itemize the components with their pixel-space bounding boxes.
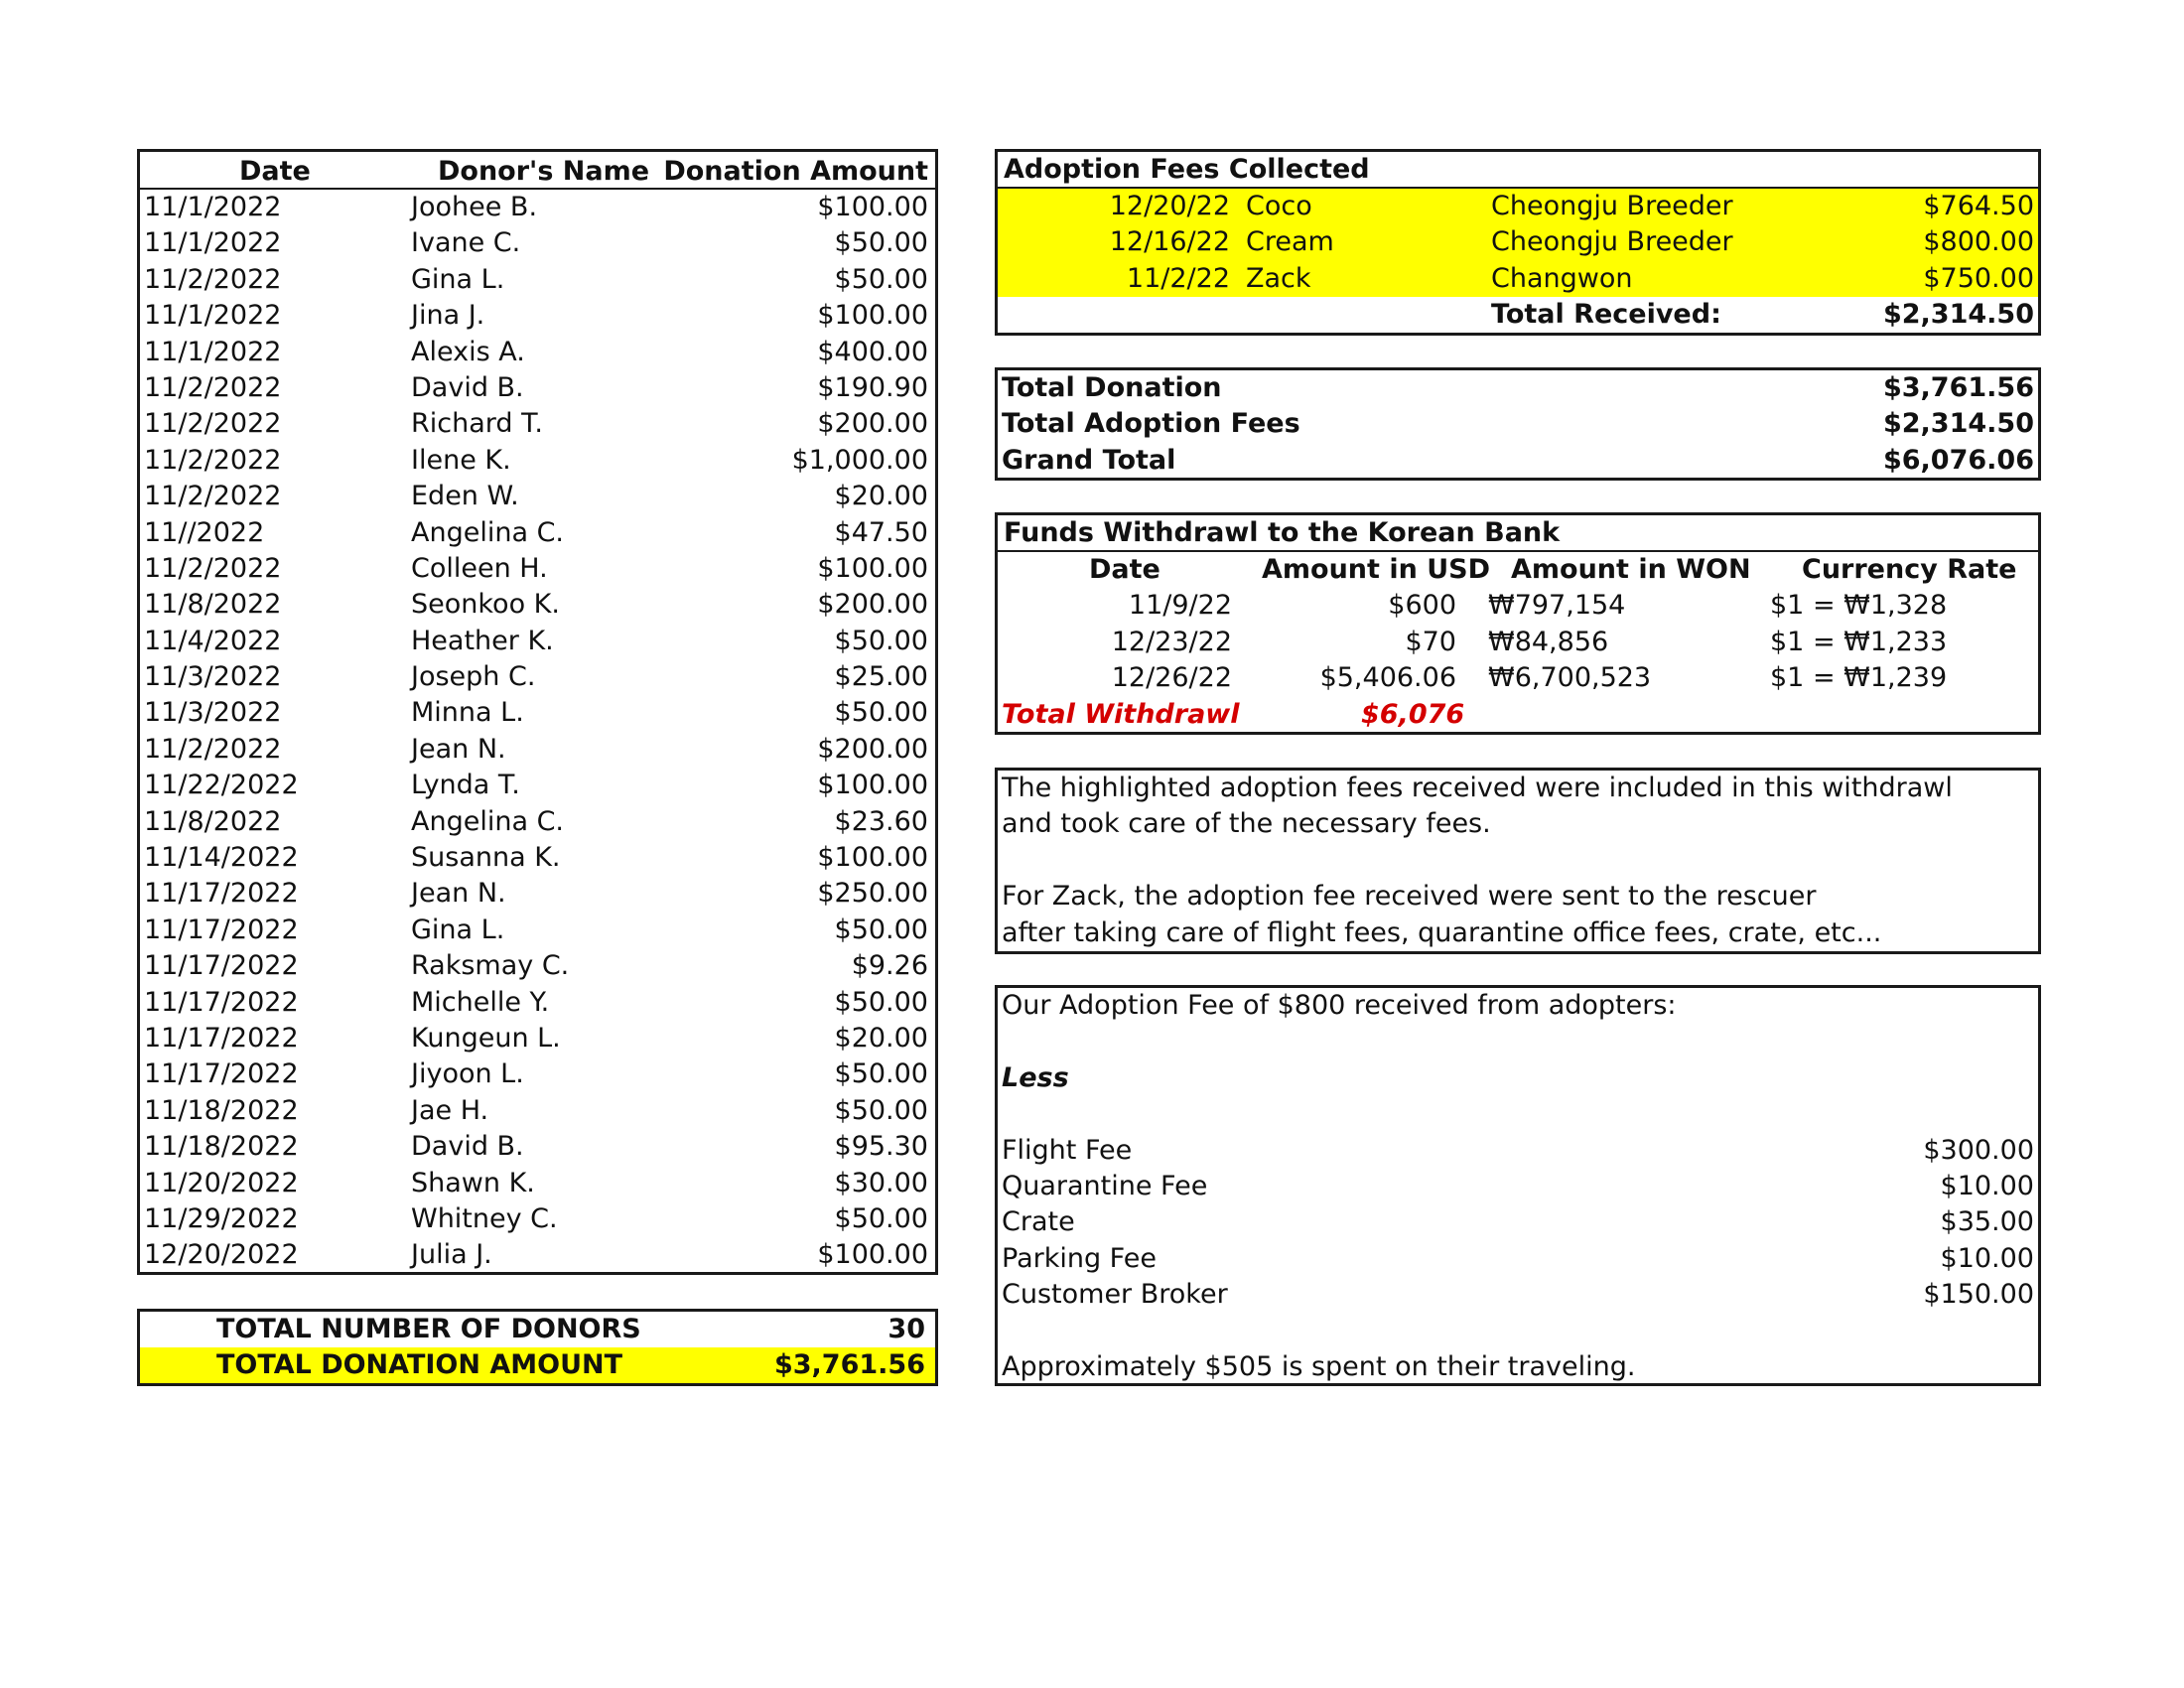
donation-date: 11/2/2022 — [144, 263, 282, 295]
donation-date: 11/20/2022 — [144, 1167, 299, 1198]
fees-footer-row — [998, 1349, 2038, 1385]
donation-amount: $95.30 — [834, 1131, 928, 1163]
donation-amount: $100.00 — [817, 552, 928, 584]
donation-amount: $100.00 — [817, 300, 928, 332]
summary-row — [998, 406, 2038, 442]
donation-totals — [137, 1309, 938, 1386]
donation-row — [140, 1166, 935, 1201]
donation-row — [140, 624, 935, 659]
donation-amount: $200.00 — [817, 733, 928, 765]
summary-value: $6,076.06 — [1882, 444, 2034, 476]
withdrawal-total-label: Total Withdrawl — [1002, 698, 1240, 730]
notes-line-2: and took care of the necessary fees. — [1002, 808, 1491, 840]
donation-amount: $100.00 — [817, 192, 928, 222]
donation-row — [140, 876, 935, 912]
adoption-source: Changwon — [1491, 262, 1633, 294]
notes-line-3: For Zack, the adoption fee received were sent to the rescuer — [1002, 881, 1817, 913]
donation-row — [140, 1021, 935, 1056]
donor-name: Alexis A. — [411, 336, 525, 367]
withdrawal-row — [998, 588, 2038, 624]
donation-amount: $50.00 — [834, 1094, 928, 1126]
adoption-row — [998, 261, 2038, 297]
total-amount-row — [140, 1347, 935, 1383]
donation-amount: $20.00 — [834, 1022, 928, 1054]
adoption-total-row — [998, 297, 2038, 333]
donation-row — [140, 370, 935, 406]
donation-date: 11/14/2022 — [144, 842, 299, 874]
donation-date: 11/17/2022 — [144, 950, 299, 982]
withdrawal-header-won: Amount in WON — [1511, 554, 1751, 585]
adoption-title: Adoption Fees Collected — [998, 152, 2038, 189]
adoption-row — [998, 189, 2038, 224]
summary-row — [998, 370, 2038, 406]
donor-name: Joohee B. — [411, 192, 538, 222]
donation-row — [140, 262, 935, 298]
withdrawal-title: Funds Withdrawl to the Korean Bank — [998, 515, 2038, 552]
donor-name: Julia J. — [411, 1239, 492, 1271]
donor-name: Seonkoo K. — [411, 589, 560, 621]
donor-name: Minna L. — [411, 697, 524, 729]
donation-date: 11/8/2022 — [144, 805, 282, 837]
donation-date: 11/2/2022 — [144, 552, 282, 584]
fees-intro: Our Adoption Fee of $800 received from adopters: — [1002, 990, 1677, 1021]
adoption-date: 12/16/22 — [1109, 226, 1230, 258]
donor-name: Ilene K. — [411, 444, 511, 476]
donation-row — [140, 1129, 935, 1165]
donation-row — [140, 804, 935, 840]
donor-name: Ivane C. — [411, 227, 521, 259]
notes-line-3-row — [998, 879, 2038, 914]
header-donor-name: Donor's Name — [438, 156, 650, 187]
donation-amount: $23.60 — [834, 805, 928, 837]
withdrawal-row — [998, 660, 2038, 696]
fees-spacer-1 — [998, 1024, 2038, 1059]
donation-date: 11/18/2022 — [144, 1131, 299, 1163]
donation-date: 11/1/2022 — [144, 227, 282, 259]
donation-date: 11/17/2022 — [144, 878, 299, 910]
donation-amount: $50.00 — [834, 625, 928, 656]
summary-rows — [998, 370, 2038, 479]
donation-amount: $50.00 — [834, 986, 928, 1018]
donation-row — [140, 587, 935, 623]
summary-row — [998, 443, 2038, 479]
fees-spacer-2 — [998, 1096, 2038, 1132]
fees-less-row — [998, 1060, 2038, 1096]
withdrawal-header-date: Date — [1089, 554, 1160, 585]
donation-amount: $50.00 — [834, 1202, 928, 1234]
fee-item-label: Customer Broker — [1002, 1279, 1228, 1311]
fees-less-label: Less — [1002, 1061, 1069, 1093]
header-date: Date — [239, 156, 311, 187]
donor-name: Michelle Y. — [411, 986, 550, 1018]
donation-row — [140, 551, 935, 587]
donation-amount: $20.00 — [834, 481, 928, 512]
donation-date: 11/2/2022 — [144, 481, 282, 512]
donation-row — [140, 443, 935, 479]
fee-item-value: $10.00 — [1940, 1242, 2034, 1274]
adoption-fee: $800.00 — [1923, 226, 2034, 258]
donor-name: Angelina C. — [411, 805, 565, 837]
donation-date: 11/17/2022 — [144, 914, 299, 945]
donation-amount: $50.00 — [834, 697, 928, 729]
donation-date: 11/17/2022 — [144, 986, 299, 1018]
donation-row — [140, 1201, 935, 1237]
donation-date: 11/3/2022 — [144, 697, 282, 729]
donation-amount: $400.00 — [817, 336, 928, 367]
fee-item-rows — [998, 1133, 2038, 1314]
donation-rows — [140, 190, 935, 1274]
fees-intro-row — [998, 988, 2038, 1024]
adoption-source: Cheongju Breeder — [1491, 226, 1733, 258]
donor-name: David B. — [411, 371, 524, 403]
notes-spacer — [998, 843, 2038, 879]
adoption-fees-box — [995, 149, 2041, 336]
donations-table — [137, 149, 938, 1275]
notes-line-1-row — [998, 771, 2038, 806]
withdrawal-total-row — [998, 697, 2038, 733]
donation-amount: $25.00 — [834, 661, 928, 693]
donation-date: 11/3/2022 — [144, 661, 282, 693]
withdrawal-won: ₩797,154 — [1488, 590, 1626, 622]
fee-breakdown-box — [995, 985, 2041, 1386]
donor-name: Susanna K. — [411, 842, 561, 874]
total-donors-label: TOTAL NUMBER OF DONORS — [216, 1314, 641, 1344]
donor-name: Whitney C. — [411, 1202, 558, 1234]
adoption-pet-name: Zack — [1246, 262, 1311, 294]
donation-row — [140, 695, 935, 731]
adoption-date: 12/20/22 — [1109, 191, 1230, 221]
donation-date: 11/22/2022 — [144, 770, 299, 801]
fee-item-value: $10.00 — [1940, 1170, 2034, 1201]
donor-name: Kungeun L. — [411, 1022, 561, 1054]
withdrawal-date: 12/26/22 — [1111, 662, 1232, 694]
total-amount-value: $3,761.56 — [773, 1349, 925, 1380]
donation-row — [140, 515, 935, 551]
donation-date: 11/17/2022 — [144, 1058, 299, 1090]
donor-name: Angelina C. — [411, 516, 565, 548]
header-donation-amount: Donation Amount — [663, 156, 928, 187]
donation-row — [140, 985, 935, 1021]
donation-amount: $50.00 — [834, 263, 928, 295]
donation-row — [140, 732, 935, 768]
donation-date: 11/4/2022 — [144, 625, 282, 656]
adoption-date: 11/2/22 — [1126, 262, 1230, 294]
withdrawal-date: 12/23/22 — [1111, 626, 1232, 657]
donor-name: Gina L. — [411, 914, 505, 945]
donation-amount: $50.00 — [834, 1058, 928, 1090]
donation-date: 11//2022 — [144, 516, 265, 548]
adoption-pet-name: Coco — [1246, 191, 1312, 221]
fee-item-row — [998, 1204, 2038, 1240]
withdrawal-rate: $1 = ₩1,233 — [1770, 626, 1948, 657]
donation-amount: $50.00 — [834, 227, 928, 259]
donor-name: Eden W. — [411, 481, 519, 512]
adoption-source: Cheongju Breeder — [1491, 191, 1733, 221]
fee-item-label: Quarantine Fee — [1002, 1170, 1208, 1201]
donation-date: 11/29/2022 — [144, 1202, 299, 1234]
donor-name: Jae H. — [411, 1094, 489, 1126]
donation-date: 12/20/2022 — [144, 1239, 299, 1271]
adoption-total-value: $2,314.50 — [1882, 299, 2034, 331]
adoption-fee: $764.50 — [1923, 191, 2034, 221]
notes-line-1: The highlighted adoption fees received were included in this withdrawl — [1002, 773, 1953, 803]
donor-name: Richard T. — [411, 408, 543, 440]
notes-box — [995, 768, 2041, 954]
withdrawal-won: ₩84,856 — [1488, 626, 1609, 657]
donation-amount: $200.00 — [817, 408, 928, 440]
donor-name: Lynda T. — [411, 770, 520, 801]
summary-value: $2,314.50 — [1882, 408, 2034, 440]
withdrawal-header-row — [998, 552, 2038, 588]
donation-amount: $100.00 — [817, 1239, 928, 1271]
fee-item-row — [998, 1133, 2038, 1169]
donation-row — [140, 479, 935, 514]
donation-amount: $47.50 — [834, 516, 928, 548]
total-amount-label: TOTAL DONATION AMOUNT — [216, 1349, 623, 1380]
withdrawal-won: ₩6,700,523 — [1488, 662, 1652, 694]
donation-date: 11/2/2022 — [144, 371, 282, 403]
donor-name: Jean N. — [411, 733, 506, 765]
donation-date: 11/1/2022 — [144, 336, 282, 367]
summary-value: $3,761.56 — [1882, 372, 2034, 403]
fee-item-value: $150.00 — [1923, 1279, 2034, 1311]
total-donors-row — [140, 1312, 935, 1347]
totals-summary-box — [995, 367, 2041, 481]
donor-name: Jina J. — [411, 300, 485, 332]
total-donors-value: 30 — [887, 1314, 925, 1344]
adoption-rows — [998, 189, 2038, 297]
adoption-pet-name: Cream — [1246, 226, 1334, 258]
notes-line-4: after taking care of flight fees, quarantine office fees, crate, etc... — [1002, 916, 1882, 948]
donor-name: Heather K. — [411, 625, 554, 656]
adoption-fee: $750.00 — [1923, 262, 2034, 294]
fee-item-value: $300.00 — [1923, 1134, 2034, 1166]
withdrawal-total-value: $6,076 — [1361, 698, 1465, 730]
adoption-row — [998, 224, 2038, 260]
donation-amount: $250.00 — [817, 878, 928, 910]
fee-item-row — [998, 1169, 2038, 1204]
donation-amount: $190.90 — [817, 371, 928, 403]
donation-amount: $1,000.00 — [791, 444, 928, 476]
withdrawal-usd: $70 — [1405, 626, 1456, 657]
donor-name: Jean N. — [411, 878, 506, 910]
fees-spacer-3 — [998, 1314, 2038, 1349]
donation-row — [140, 1056, 935, 1092]
donation-row — [140, 406, 935, 442]
donation-date: 11/2/2022 — [144, 733, 282, 765]
donation-date: 11/8/2022 — [144, 589, 282, 621]
withdrawal-usd: $5,406.06 — [1319, 662, 1456, 694]
donation-amount: $100.00 — [817, 842, 928, 874]
donor-name: Colleen H. — [411, 552, 548, 584]
donation-row — [140, 335, 935, 370]
donation-amount: $100.00 — [817, 770, 928, 801]
donation-row — [140, 913, 935, 948]
donation-row — [140, 1093, 935, 1129]
fee-item-label: Crate — [1002, 1206, 1075, 1238]
withdrawal-row — [998, 625, 2038, 660]
fee-item-label: Flight Fee — [1002, 1134, 1133, 1166]
donation-row — [140, 190, 935, 225]
donation-row — [140, 768, 935, 803]
donor-name: David B. — [411, 1131, 524, 1163]
donation-date: 11/2/2022 — [144, 444, 282, 476]
donation-amount: $9.26 — [851, 950, 928, 982]
fees-footer: Approximately $505 is spent on their traveling. — [1002, 1350, 1636, 1382]
donation-amount: $30.00 — [834, 1167, 928, 1198]
donation-row — [140, 1237, 935, 1273]
donation-row — [140, 948, 935, 984]
summary-label: Grand Total — [1002, 444, 1176, 476]
fee-item-row — [998, 1241, 2038, 1277]
donation-row — [140, 225, 935, 261]
notes-line-4-row — [998, 915, 2038, 951]
fee-item-value: $35.00 — [1940, 1206, 2034, 1238]
donation-date: 11/1/2022 — [144, 300, 282, 332]
notes-line-2-row — [998, 806, 2038, 842]
donation-row — [140, 298, 935, 334]
withdrawal-rows — [998, 588, 2038, 696]
donor-name: Joseph C. — [411, 661, 536, 693]
summary-label: Total Donation — [1002, 372, 1222, 403]
fee-item-row — [998, 1277, 2038, 1313]
donor-name: Raksmay C. — [411, 950, 570, 982]
donation-date: 11/1/2022 — [144, 192, 282, 222]
donation-amount: $50.00 — [834, 914, 928, 945]
fee-item-label: Parking Fee — [1002, 1242, 1157, 1274]
adoption-total-label: Total Received: — [1491, 299, 1721, 331]
donation-row — [140, 659, 935, 695]
withdrawal-rate: $1 = ₩1,239 — [1770, 662, 1948, 694]
donations-header-row — [140, 152, 935, 190]
withdrawal-box — [995, 512, 2041, 735]
summary-label: Total Adoption Fees — [1002, 408, 1300, 440]
donation-date: 11/17/2022 — [144, 1022, 299, 1054]
withdrawal-header-rate: Currency Rate — [1802, 554, 2017, 585]
donor-name: Gina L. — [411, 263, 505, 295]
withdrawal-header-usd: Amount in USD — [1262, 554, 1490, 585]
donation-date: 11/18/2022 — [144, 1094, 299, 1126]
donation-date: 11/2/2022 — [144, 408, 282, 440]
donation-row — [140, 840, 935, 876]
donor-name: Jiyoon L. — [411, 1058, 524, 1090]
donor-name: Shawn K. — [411, 1167, 535, 1198]
donation-amount: $200.00 — [817, 589, 928, 621]
withdrawal-rate: $1 = ₩1,328 — [1770, 590, 1948, 622]
withdrawal-date: 11/9/22 — [1128, 590, 1232, 622]
withdrawal-usd: $600 — [1388, 590, 1456, 622]
